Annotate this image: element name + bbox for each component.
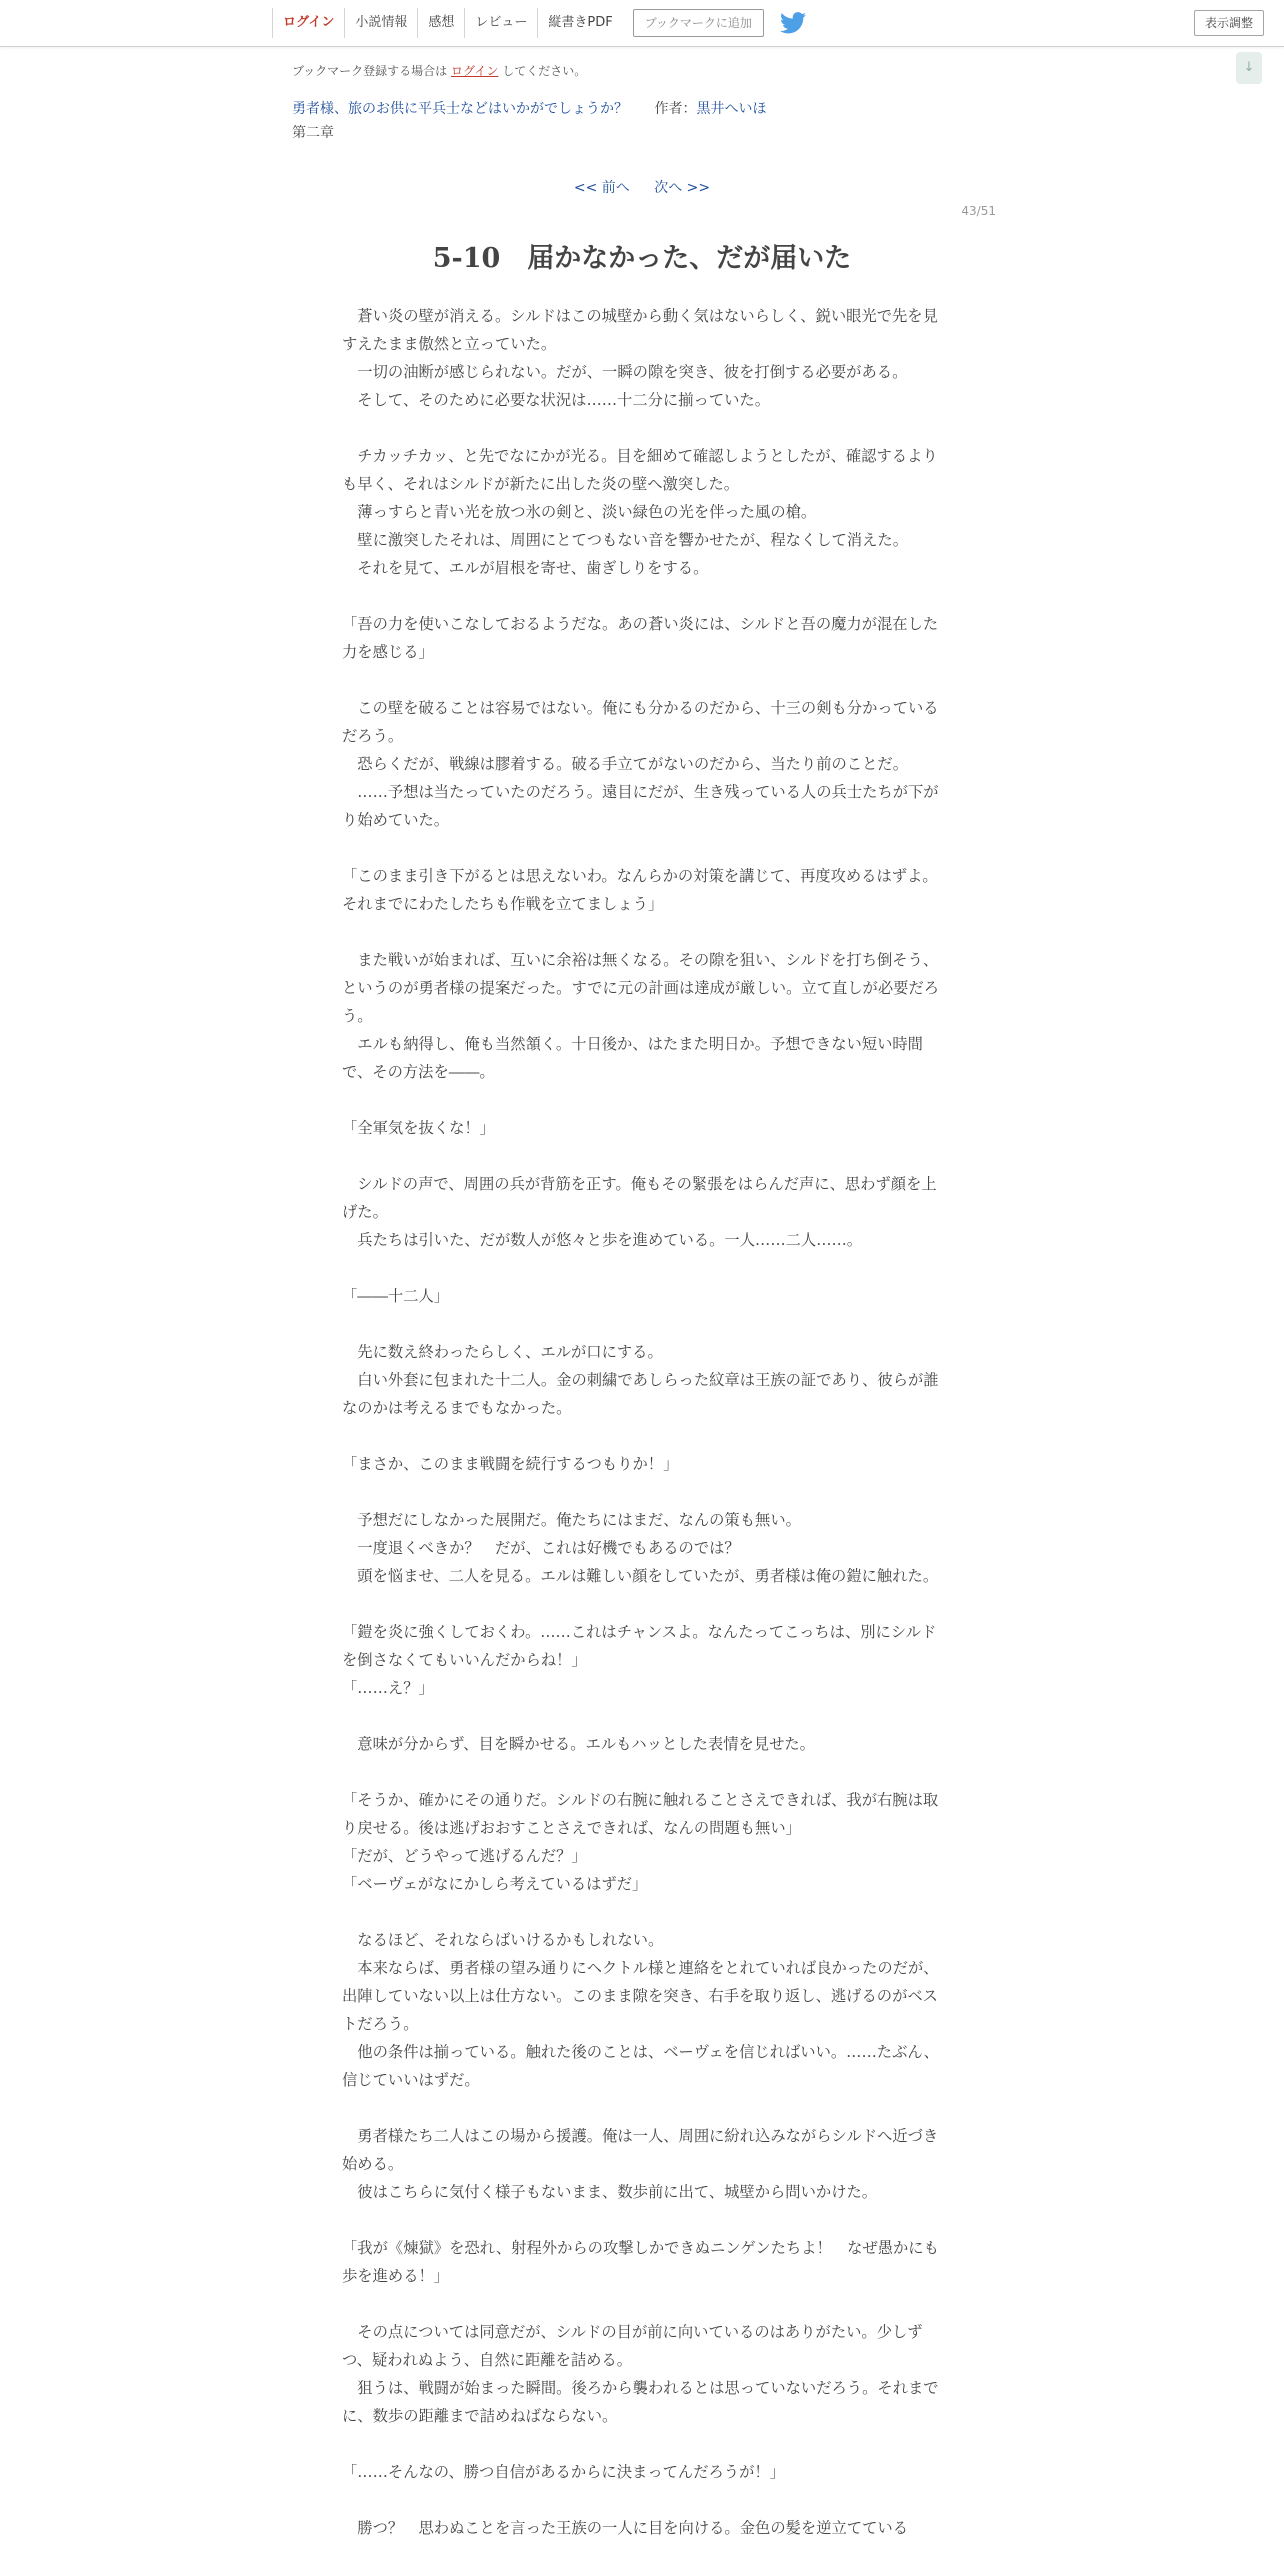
- body-paragraph: 他の条件は揃っている。触れた後のことは、ベーヴェを信じればいい。……たぶん、信じていいはずだ。: [342, 2043, 939, 2089]
- body-paragraph: 先に数え終わったらしく、エルが口にする。: [342, 1343, 663, 1361]
- body-paragraph: 彼はこちらに気付く様子もないまま、数歩前に出て、城壁から問いかけた。: [342, 2183, 878, 2201]
- body-paragraph: [342, 2290, 942, 2318]
- body-paragraph: 壁に激突したそれは、周囲にとてつもない音を響かせたが、程なくして消えた。: [342, 531, 908, 549]
- top-bar: [0, 0, 1284, 47]
- vertical-pdf-link[interactable]: 縦書きPDF: [537, 8, 622, 38]
- novel-body: [342, 302, 942, 2542]
- author-link[interactable]: 黒井へいほ: [696, 101, 767, 117]
- next-episode-link[interactable]: 次へ >>: [654, 180, 711, 196]
- body-paragraph: [342, 834, 942, 862]
- page-down-arrow-icon[interactable]: ↓: [1236, 52, 1262, 84]
- global-nav: [272, 8, 806, 38]
- body-paragraph: 予想だにしなかった展開だ。俺たちにはまだ、なんの策も無い。: [342, 1511, 801, 1529]
- body-paragraph: ……予想は当たっていたのだろう。遠目にだが、生き残っている人の兵士たちが下がり始めていた。: [342, 783, 939, 829]
- body-paragraph: [342, 1702, 942, 1730]
- body-paragraph: 薄っすらと青い光を放つ氷の剣と、淡い緑色の光を伴った風の槍。: [342, 503, 817, 521]
- body-paragraph: 「そうか、確かにその通りだ。シルドの右腕に触れることさえできれば、我が右腕は取り戻せる。後は逃げおおすことさえできれば、なんの問題も無い」: [342, 1791, 939, 1837]
- body-paragraph: 「……そんなの、勝つ自信があるからに決まってんだろうが！」: [342, 2463, 785, 2481]
- series-line: [292, 98, 766, 118]
- body-paragraph: 白い外套に包まれた十二人。金の刺繍であしらった紋章は王族の証であり、彼らが誰なのかは考えるまでもなかった。: [342, 1371, 939, 1417]
- body-paragraph: 兵たちは引いた、だが数人が悠々と歩を進めている。一人……二人……。: [342, 1231, 863, 1249]
- series-title-link[interactable]: 勇者様、旅のお供に平兵士などはいかがでしょうか？: [292, 101, 628, 117]
- body-paragraph: [342, 1590, 942, 1618]
- novel-info-link[interactable]: 小説情報: [344, 8, 417, 38]
- body-paragraph: 「ベーヴェがなにかしら考えているはずだ」: [342, 1875, 648, 1893]
- display-settings-button[interactable]: 表示調整: [1194, 10, 1264, 36]
- body-paragraph: 「だが、どうやって逃げるんだ？」: [342, 1847, 587, 1865]
- body-paragraph: [342, 582, 942, 610]
- body-paragraph: [342, 2430, 942, 2458]
- body-paragraph: [342, 1422, 942, 1450]
- body-paragraph: 勝つ？ 思わぬことを言った王族の一人に目を向ける。金色の髪を逆立てている: [342, 2519, 908, 2537]
- body-paragraph: 頭を悩ませ、二人を見る。エルは難しい顔をしていたが、勇者様は俺の鎧に触れた。: [342, 1567, 939, 1585]
- bookmark-note-login-link[interactable]: ログイン: [451, 64, 499, 78]
- review-link[interactable]: レビュー: [464, 8, 537, 38]
- body-paragraph: 一切の油断が感じられない。だが、一瞬の隙を突き、彼を打倒する必要がある。: [342, 363, 908, 381]
- body-paragraph: [342, 2486, 942, 2514]
- body-paragraph: 「我が《煉獄》を恐れ、射程外からの攻撃しかできぬニンゲンたちよ！ なぜ愚かにも歩を進める！」: [342, 2239, 939, 2285]
- body-paragraph: 「……え？」: [342, 1679, 434, 1697]
- body-paragraph: チカッチカッ、と先でなにかが光る。目を細めて確認しようとしたが、確認するよりも早く、それはシルドが新たに出した炎の壁へ激突した。: [342, 447, 938, 493]
- add-bookmark-button[interactable]: ブックマークに追加: [633, 9, 764, 37]
- body-paragraph: [342, 2094, 942, 2122]
- body-paragraph: この壁を破ることは容易ではない。俺にも分かるのだから、十三の剣も分かっているだろう。: [342, 699, 939, 745]
- body-paragraph: 「吾の力を使いこなしておるようだな。あの蒼い炎には、シルドと吾の魔力が混在した力を感じる」: [342, 615, 939, 661]
- bookmark-note-text-after: してください。: [502, 64, 587, 78]
- prev-episode-link[interactable]: << 前へ: [573, 180, 630, 196]
- body-paragraph: 「――十二人」: [342, 1287, 450, 1305]
- body-paragraph: シルドの声で、周囲の兵が背筋を正す。俺もその緊張をはらんだ声に、思わず顔を上げた。: [342, 1175, 937, 1221]
- episode-pager: [0, 177, 1284, 197]
- chapter-title: 第二章: [292, 125, 334, 141]
- body-paragraph: [342, 1254, 942, 1282]
- login-link[interactable]: ログイン: [272, 8, 344, 38]
- body-paragraph: [342, 414, 942, 442]
- body-paragraph: [342, 1086, 942, 1114]
- body-paragraph: それを見て、エルが眉根を寄せ、歯ぎしりをする。: [342, 559, 709, 577]
- body-paragraph: [342, 1758, 942, 1786]
- body-paragraph: 蒼い炎の壁が消える。シルドはこの城壁から動く気はないらしく、鋭い眼光で先を見すえたまま傲然と立っていた。: [342, 307, 938, 353]
- body-paragraph: そして、そのために必要な状況は……十二分に揃っていた。: [342, 391, 771, 409]
- body-paragraph: エルも納得し、俺も当然頷く。十日後か、はたまた明日か。予想できない短い時間で、その方法を――。: [342, 1035, 923, 1081]
- body-paragraph: [342, 666, 942, 694]
- body-paragraph: [342, 1478, 942, 1506]
- body-paragraph: [342, 918, 942, 946]
- body-paragraph: 狙うは、戦闘が始まった瞬間。後ろから襲われるとは思っていないだろう。それまでに、数歩の距離まで詰めねばならない。: [342, 2379, 939, 2425]
- body-paragraph: [342, 1898, 942, 1926]
- body-paragraph: 本来ならば、勇者様の望み通りにヘクトル様と連絡をとれていれば良かったのだが、出陣していない以上は仕方ない。このまま隙を突き、右手を取り返し、逃げるのがベストだろう。: [342, 1959, 939, 2033]
- body-paragraph: 「まさか、このまま戦闘を続行するつもりか！」: [342, 1455, 679, 1473]
- episode-count: 43/51: [961, 204, 996, 218]
- body-paragraph: [342, 1310, 942, 1338]
- body-paragraph: 勇者様たち二人はこの場から援護。俺は一人、周囲に紛れ込みながらシルドへ近づき始める。: [342, 2127, 939, 2173]
- body-paragraph: 「鎧を炎に強くしておくわ。……これはチャンスよ。なんたってこっちは、別にシルドを倒さなくてもいいんだからね！」: [342, 1623, 937, 1669]
- episode-title: 5-10 届かなかった、だが届いた: [432, 243, 852, 274]
- body-paragraph: [342, 2206, 942, 2234]
- impressions-link[interactable]: 感想: [417, 8, 464, 38]
- body-paragraph: 一度退くべきか？ だが、これは好機でもあるのでは？: [342, 1539, 740, 1557]
- body-paragraph: 「このまま引き下がるとは思えないわ。なんらかの対策を講じて、再度攻めるはずよ。それまでにわたしたちも作戦を立てましょう」: [342, 867, 938, 913]
- body-paragraph: なるほど、それならばいけるかもしれない。: [342, 1931, 664, 1949]
- body-paragraph: 恐らくだが、戦線は膠着する。破る手立てがないのだから、当たり前のことだ。: [342, 755, 908, 773]
- body-paragraph: [342, 1142, 942, 1170]
- body-paragraph: その点については同意だが、シルドの目が前に向いているのはありがたい。少しずつ、疑われぬよう、自然に距離を詰める。: [342, 2323, 923, 2369]
- body-paragraph: 意味が分からず、目を瞬かせる。エルもハッとした表情を見せた。: [342, 1735, 815, 1753]
- body-paragraph: 「全軍気を抜くな！」: [342, 1119, 495, 1137]
- twitter-bird-icon[interactable]: [780, 12, 806, 34]
- bookmark-note-text: ブックマーク登録する場合は: [292, 64, 448, 78]
- bookmark-login-note: [292, 62, 586, 79]
- body-paragraph: また戦いが始まれば、互いに余裕は無くなる。その隙を狙い、シルドを打ち倒そう、というのが勇者様の提案だった。すでに元の計画は達成が厳しい。立て直しが必要だろう。: [342, 951, 940, 1025]
- author-label: 作者：: [654, 101, 697, 117]
